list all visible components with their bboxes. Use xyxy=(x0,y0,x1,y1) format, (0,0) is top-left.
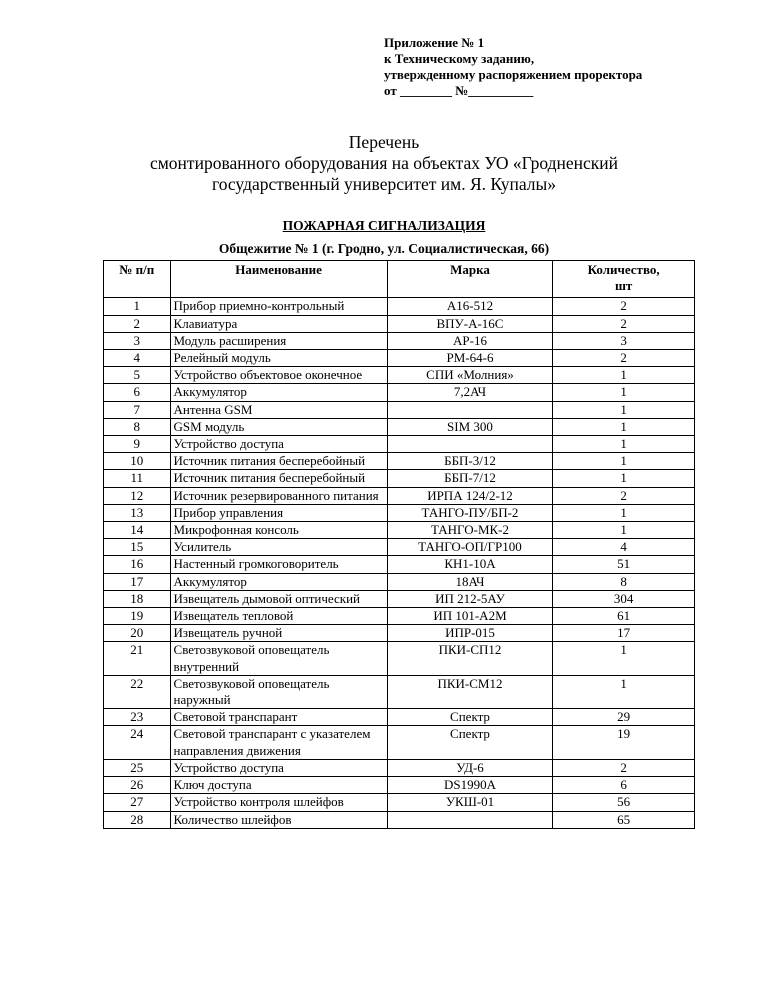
cell-qty: 4 xyxy=(553,539,695,556)
table-row xyxy=(104,608,695,625)
table-row xyxy=(104,453,695,470)
cell-qty: 56 xyxy=(553,794,695,811)
cell-num: 11 xyxy=(104,470,171,487)
cell-name: Световой транспарант с указателем направления движения xyxy=(170,726,387,759)
header-qty xyxy=(553,261,695,298)
table-row xyxy=(104,367,695,384)
cell-num: 2 xyxy=(104,315,171,332)
cell-num: 26 xyxy=(104,777,171,794)
table-header-row xyxy=(104,261,695,298)
cell-name: Извещатель тепловой xyxy=(170,608,387,625)
cell-mark xyxy=(387,401,553,418)
cell-mark: SIM 300 xyxy=(387,418,553,435)
cell-qty: 1 xyxy=(553,418,695,435)
table-row xyxy=(104,777,695,794)
table-row xyxy=(104,675,695,708)
cell-num: 15 xyxy=(104,539,171,556)
equipment-table xyxy=(103,260,695,829)
table-row xyxy=(104,539,695,556)
table-row xyxy=(104,332,695,349)
header-qty-line-2: шт xyxy=(614,278,633,294)
cell-mark: ПКИ-СП12 xyxy=(387,642,553,675)
cell-qty: 17 xyxy=(553,625,695,642)
annex-line-2: к Техническому заданию, xyxy=(384,51,535,66)
cell-name: Релейный модуль xyxy=(170,350,387,367)
cell-num: 4 xyxy=(104,350,171,367)
annex-line-1: Приложение № 1 xyxy=(384,35,485,50)
cell-qty: 2 xyxy=(553,298,695,315)
table-row xyxy=(104,709,695,726)
cell-num: 13 xyxy=(104,504,171,521)
cell-mark: ПКИ-СМ12 xyxy=(387,675,553,708)
cell-mark: ИП 101-А2М xyxy=(387,608,553,625)
cell-mark: 7,2АЧ xyxy=(387,384,553,401)
cell-num: 9 xyxy=(104,436,171,453)
title-line-2: смонтированного оборудования на объектах УО «Гродненский xyxy=(149,153,619,173)
section-title: ПОЖАРНАЯ СИГНАЛИЗАЦИЯ xyxy=(282,218,486,233)
cell-mark xyxy=(387,811,553,828)
cell-name: Аккумулятор xyxy=(170,384,387,401)
cell-num: 16 xyxy=(104,556,171,573)
cell-num: 27 xyxy=(104,794,171,811)
cell-num: 22 xyxy=(104,675,171,708)
cell-mark: ИПР-015 xyxy=(387,625,553,642)
header-qty-line-1: Количество, xyxy=(587,262,660,277)
table-row xyxy=(104,573,695,590)
cell-name: Аккумулятор xyxy=(170,573,387,590)
cell-qty: 8 xyxy=(553,573,695,590)
cell-qty: 2 xyxy=(553,759,695,776)
annex-block xyxy=(384,35,642,99)
cell-name: Устройство доступа xyxy=(170,436,387,453)
header-num: № п/п xyxy=(104,261,171,298)
cell-qty: 1 xyxy=(553,642,695,675)
cell-qty: 6 xyxy=(553,777,695,794)
cell-qty: 1 xyxy=(553,401,695,418)
cell-num: 25 xyxy=(104,759,171,776)
table-row xyxy=(104,759,695,776)
table-row xyxy=(104,556,695,573)
cell-num: 5 xyxy=(104,367,171,384)
cell-mark: АР-16 xyxy=(387,332,553,349)
table-row xyxy=(104,794,695,811)
cell-mark: ББП-7/12 xyxy=(387,470,553,487)
cell-qty: 1 xyxy=(553,522,695,539)
cell-qty: 2 xyxy=(553,350,695,367)
table-row xyxy=(104,642,695,675)
annex-line-4: от ________ №__________ xyxy=(384,83,534,98)
cell-mark: ИРПА 124/2-12 xyxy=(387,487,553,504)
cell-name: Прибор управления xyxy=(170,504,387,521)
cell-mark: ИП 212-5АУ xyxy=(387,590,553,607)
document-title xyxy=(0,132,768,195)
cell-qty: 65 xyxy=(553,811,695,828)
table-row xyxy=(104,625,695,642)
subsection-title: Общежитие № 1 (г. Гродно, ул. Социалистическая, 66) xyxy=(218,241,550,256)
cell-num: 28 xyxy=(104,811,171,828)
title-line-1: Перечень xyxy=(348,132,420,152)
cell-qty: 61 xyxy=(553,608,695,625)
cell-name: Извещатель дымовой оптический xyxy=(170,590,387,607)
cell-mark: ВПУ-А-16С xyxy=(387,315,553,332)
cell-name: Микрофонная консоль xyxy=(170,522,387,539)
cell-qty: 2 xyxy=(553,487,695,504)
cell-name: Извещатель ручной xyxy=(170,625,387,642)
cell-name: Световой транспарант xyxy=(170,709,387,726)
cell-qty: 51 xyxy=(553,556,695,573)
table-row xyxy=(104,315,695,332)
cell-num: 3 xyxy=(104,332,171,349)
table-row xyxy=(104,298,695,315)
cell-mark: УД-6 xyxy=(387,759,553,776)
table-row xyxy=(104,504,695,521)
cell-name: Клавиатура xyxy=(170,315,387,332)
cell-num: 8 xyxy=(104,418,171,435)
cell-qty: 1 xyxy=(553,436,695,453)
header-name: Наименование xyxy=(170,261,387,298)
cell-num: 17 xyxy=(104,573,171,590)
cell-name: GSM модуль xyxy=(170,418,387,435)
title-line-3: государственный университет им. Я. Купалы» xyxy=(211,174,557,194)
table-row xyxy=(104,436,695,453)
cell-name: Ключ доступа xyxy=(170,777,387,794)
cell-mark: ТАНГО-ОП/ГР100 xyxy=(387,539,553,556)
cell-mark: Спектр xyxy=(387,709,553,726)
cell-name: Устройство объектовое оконечное xyxy=(170,367,387,384)
cell-mark: КН1-10А xyxy=(387,556,553,573)
cell-name: Количество шлейфов xyxy=(170,811,387,828)
table-row xyxy=(104,384,695,401)
cell-num: 23 xyxy=(104,709,171,726)
cell-mark xyxy=(387,436,553,453)
cell-num: 19 xyxy=(104,608,171,625)
cell-mark: DS1990A xyxy=(387,777,553,794)
cell-name: Настенный громкоговоритель xyxy=(170,556,387,573)
cell-num: 7 xyxy=(104,401,171,418)
cell-name: Прибор приемно-контрольный xyxy=(170,298,387,315)
table-row xyxy=(104,401,695,418)
cell-num: 24 xyxy=(104,726,171,759)
cell-qty: 1 xyxy=(553,453,695,470)
cell-num: 6 xyxy=(104,384,171,401)
cell-mark: РМ-64-6 xyxy=(387,350,553,367)
cell-mark: СПИ «Молния» xyxy=(387,367,553,384)
cell-qty: 3 xyxy=(553,332,695,349)
cell-num: 10 xyxy=(104,453,171,470)
cell-qty: 1 xyxy=(553,675,695,708)
cell-qty: 1 xyxy=(553,504,695,521)
cell-mark: 18АЧ xyxy=(387,573,553,590)
cell-name: Источник питания бесперебойный xyxy=(170,453,387,470)
table-row xyxy=(104,590,695,607)
cell-num: 1 xyxy=(104,298,171,315)
cell-qty: 1 xyxy=(553,384,695,401)
cell-mark: ТАНГО-МК-2 xyxy=(387,522,553,539)
cell-name: Устройство доступа xyxy=(170,759,387,776)
cell-qty: 1 xyxy=(553,470,695,487)
cell-num: 14 xyxy=(104,522,171,539)
cell-name: Светозвуковой оповещатель внутренний xyxy=(170,642,387,675)
table-row xyxy=(104,487,695,504)
cell-qty: 19 xyxy=(553,726,695,759)
table-row xyxy=(104,522,695,539)
table-row xyxy=(104,811,695,828)
table-row xyxy=(104,350,695,367)
header-mark: Марка xyxy=(387,261,553,298)
cell-name: Устройство контроля шлейфов xyxy=(170,794,387,811)
cell-name: Источник резервированного питания xyxy=(170,487,387,504)
cell-mark: А16-512 xyxy=(387,298,553,315)
cell-mark: УКШ-01 xyxy=(387,794,553,811)
cell-mark: ТАНГО-ПУ/БП-2 xyxy=(387,504,553,521)
cell-mark: ББП-3/12 xyxy=(387,453,553,470)
cell-name: Источник питания бесперебойный xyxy=(170,470,387,487)
cell-name: Светозвуковой оповещатель наружный xyxy=(170,675,387,708)
cell-name: Антенна GSM xyxy=(170,401,387,418)
cell-qty: 29 xyxy=(553,709,695,726)
table-body xyxy=(104,298,695,828)
cell-num: 12 xyxy=(104,487,171,504)
table-row xyxy=(104,418,695,435)
cell-num: 21 xyxy=(104,642,171,675)
cell-qty: 304 xyxy=(553,590,695,607)
table-row xyxy=(104,470,695,487)
annex-line-3: утвержденному распоряжением проректора xyxy=(384,67,643,82)
cell-qty: 1 xyxy=(553,367,695,384)
cell-name: Модуль расширения xyxy=(170,332,387,349)
cell-num: 20 xyxy=(104,625,171,642)
cell-num: 18 xyxy=(104,590,171,607)
cell-mark: Спектр xyxy=(387,726,553,759)
table-row xyxy=(104,726,695,759)
cell-name: Усилитель xyxy=(170,539,387,556)
cell-qty: 2 xyxy=(553,315,695,332)
